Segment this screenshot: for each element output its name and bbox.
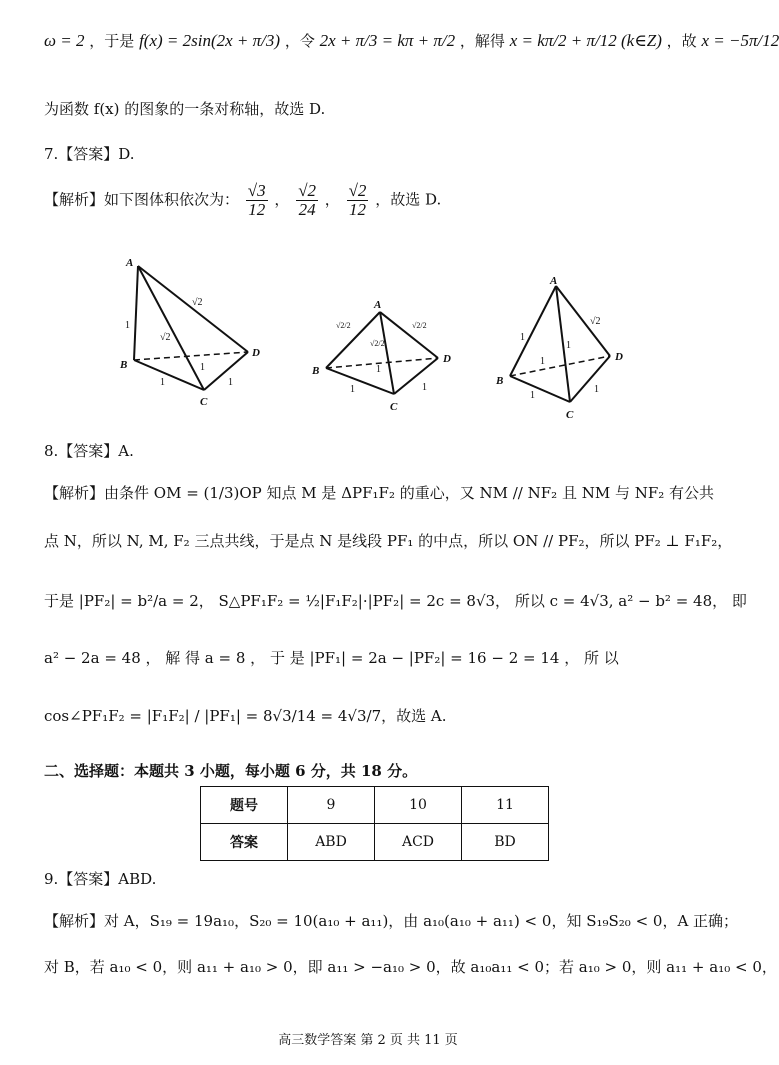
q8-answer: 8.【答案】A. [44,442,134,460]
fig2-len-BC: 1 [350,384,355,395]
q8-line-3: 于是 |PF₂| = b²/a = 2， S△PF₁F₂ = ½|F₁F₂|·|PF₂| = 2c = 8√3， 所以 c = 4√3, a² − b² = 48， 即 [44,592,747,610]
q9-line-1: 【解析】对 A，S₁₉ = 19a₁₀，S₂₀ = 10(a₁₀ + a₁₁)，由 a₁₀(a₁₀ + a₁₁) < 0，知 S₁₉S₂₀ < 0，A 正确； [44,912,739,930]
fig1-label-A: A [126,257,134,269]
page-footer: 高三数学答案 第 2 页 共 11 页 [278,1033,458,1048]
edge-AB [134,266,138,360]
fig2-len-AB: √2/2 [336,321,351,330]
edge-BD [326,358,438,368]
text-segment: ，故 [666,32,697,50]
fig1-len-BC: 1 [160,377,165,388]
answer-table [200,786,549,861]
table-row [201,787,549,824]
q8-line-1: 【解析】由条件 OM = (1/3)OP 知点 M 是 ΔPF₁F₂ 的重心，又 NM // NF₂ 且 NM 与 NF₂ 有公共 [44,484,715,502]
table-header-label: 题号 [201,787,288,824]
section-2-heading: 二、选择题：本题共 3 小题，每小题 6 分，共 18 分。 [44,762,418,780]
q8-line-5: cos∠PF₁F₂ = |F₁F₂| / |PF₁| = 8√3/14 = 4√3/7，故选 A. [44,707,447,725]
fig3-len-AB: 1 [520,332,525,343]
table-cell: 11 [462,787,549,824]
edge-BC [134,360,204,390]
edge-CD [204,352,248,390]
axis-value: x = −5π/12 [701,31,779,50]
table-answer-label: 答案 [201,824,288,861]
fig2-label-A: A [374,299,382,311]
volume-1: $\frac{√3}{12}$ [247,181,266,219]
edge-AD [380,312,438,358]
solution-line-2: 为函数 f(x) 的图象的一条对称轴，故选 D. [44,100,326,118]
q9-answer: 9.【答案】ABD. [44,870,157,888]
solution: x = kπ/2 + π/12 (k∈Z) [509,31,662,50]
volume-2: $\frac{√2}{24}$ [298,181,317,219]
fig3-len-BC: 1 [530,390,535,401]
edge-AC [138,266,204,390]
volume-3: $\frac{√2}{12}$ [348,181,367,219]
edge-CD [570,356,610,402]
fig1-len-AD: √2 [192,297,203,308]
fig3-len-CD: 1 [594,384,599,395]
table-row [201,824,549,861]
table-cell: BD [462,824,549,861]
fig1-label-D: D [252,347,260,359]
fig1-label-C: C [200,396,208,408]
fig2-label-C: C [390,401,398,413]
omega-value: ω = 2 [44,31,85,50]
text-segment: ，解得 [459,32,505,50]
fig3-len-AD: √2 [590,316,601,327]
q8-line-4: a² − 2a = 48 ， 解 得 a = 8 ， 于 是 |PF₁| = 2a − |PF₂| = 16 − 2 = 14 ， 所 以 [44,649,619,667]
edge-AB [510,286,556,376]
q8-line-2: 点 N，所以 N, M, F₂ 三点共线，于是点 N 是线段 PF₁ 的中点，所以 ON // PF₂，所以 PF₂ ⊥ F₁F₂， [44,532,733,550]
q7-answer: 7.【答案】D. [44,145,135,163]
fig3-len-mid: 1 [540,356,545,367]
table-cell: ACD [375,824,462,861]
edge-AD [138,266,248,352]
edge-AC [380,312,394,394]
table-cell: 10 [375,787,462,824]
table-cell: 9 [288,787,375,824]
edge-BD [134,352,248,360]
fig3-label-D: D [615,351,623,363]
fig1-len-AB: 1 [125,320,130,331]
fig3-label-C: C [566,409,574,421]
equation: 2x + π/3 = kπ + π/2 [319,31,456,50]
fig2-len-AC: √2/2 [370,339,385,348]
edge-BC [326,368,394,394]
function-expression: f(x) = 2sin(2x + π/3) [139,31,281,50]
fig2-len-mid: 1 [376,364,381,375]
q7-analysis: 【解析】如下图体积依次为： $\frac{√3}{12}$ ， $\frac{√2}{24}$ ， $\frac{√2}{12}$ ，故选 D. [44,181,442,219]
fig2-label-D: D [443,353,451,365]
fig1-len-AC: √2 [160,332,171,343]
tetrahedron-figures [0,250,736,425]
fig3-label-A: A [550,275,558,287]
figure-1 [134,266,248,390]
q9-line-2: 对 B，若 a₁₀ < 0，则 a₁₁ + a₁₀ > 0，即 a₁₁ > −a₁₀ > 0，故 a₁₀a₁₁ < 0；若 a₁₀ > 0，则 a₁₁ + a₁₀ < 0， [44,958,777,976]
fig1-len-mid: 1 [200,362,205,373]
analysis-label: 【解析】如下图体积依次为： [44,190,240,209]
fig1-label-B: B [120,359,128,371]
text-segment: ，令 [284,32,315,50]
analysis-tail: ，故选 D. [375,190,442,209]
fig2-len-AD: √2/2 [412,321,427,330]
fig3-len-AC: 1 [566,340,571,351]
table-cell: ABD [288,824,375,861]
solution-line-1 [44,30,779,51]
text-segment: ，于是 [89,32,135,50]
edge-BC [510,376,570,402]
edge-CD [394,358,438,394]
fig2-len-CD: 1 [422,382,427,393]
fig1-len-CD: 1 [228,377,233,388]
fig2-label-B: B [312,365,320,377]
fig3-label-B: B [496,375,504,387]
